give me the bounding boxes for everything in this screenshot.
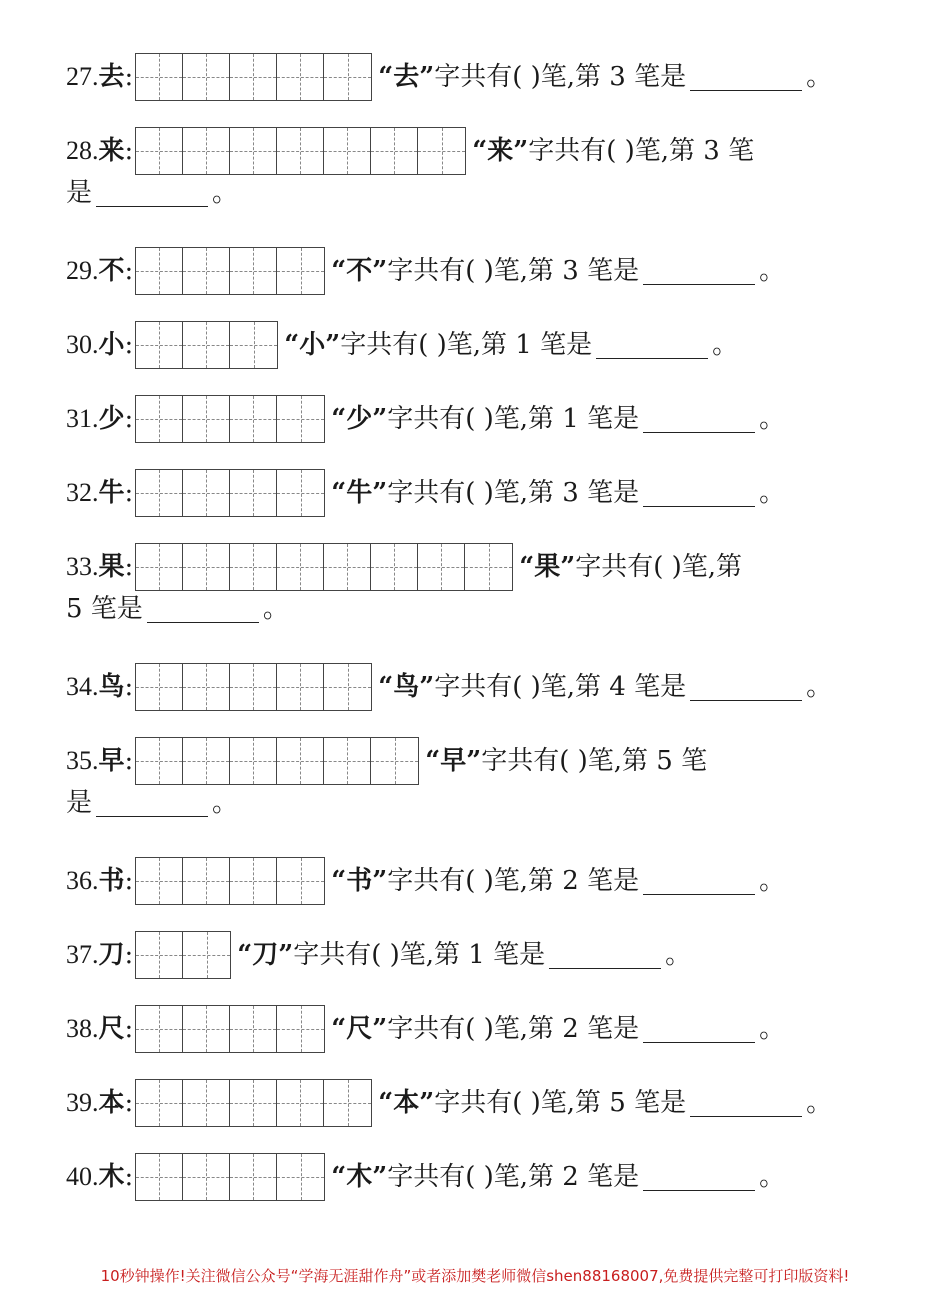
answer-blank[interactable] [643,868,755,895]
question-number: 35. [66,746,99,775]
grid-cell[interactable] [136,1080,183,1126]
question-number: 29. [66,256,99,285]
grid-cell[interactable] [230,248,277,294]
period: 。 [712,330,739,360]
question-8 [66,736,920,820]
grid-cell[interactable] [230,322,277,368]
answer-blank[interactable] [96,790,208,817]
question-9 [66,856,920,906]
grid-cell[interactable] [136,470,183,516]
question-13 [66,1152,920,1202]
period: 。 [759,404,786,434]
question-character: 刀 [98,940,125,970]
grid-cell[interactable] [230,128,277,174]
writing-grid[interactable] [135,737,419,785]
writing-grid[interactable] [135,469,325,517]
grid-cell[interactable] [183,1154,230,1200]
quoted-character: “不” [331,256,388,286]
question-separator: : [124,62,134,92]
grid-cell[interactable] [230,1080,277,1126]
grid-cell[interactable] [277,248,324,294]
grid-cell[interactable] [136,322,183,368]
writing-grid[interactable] [135,127,466,175]
grid-cell[interactable] [277,664,324,710]
question-number: 30. [66,330,99,359]
writing-grid[interactable] [135,321,278,369]
grid-cell[interactable] [136,738,183,784]
grid-cell[interactable] [183,322,230,368]
question-5 [66,468,920,518]
grid-cell[interactable] [230,664,277,710]
grid-cell[interactable] [136,248,183,294]
question-character: 鸟 [98,672,125,702]
grid-cell[interactable] [277,54,324,100]
grid-cell[interactable] [183,396,230,442]
writing-grid[interactable] [135,931,231,979]
grid-cell[interactable] [183,544,230,590]
grid-cell[interactable] [230,1006,277,1052]
question-separator: : [124,1162,134,1192]
question-1 [66,126,920,210]
grid-cell[interactable] [183,128,230,174]
quoted-character: “来” [472,136,529,166]
answer-blank[interactable] [690,1090,802,1117]
grid-cell[interactable] [136,858,183,904]
question-separator: : [124,552,134,582]
answer-blank[interactable] [643,406,755,433]
grid-cell[interactable] [230,738,277,784]
grid-cell[interactable] [277,470,324,516]
grid-cell[interactable] [277,858,324,904]
quoted-character: “鸟” [378,672,435,702]
question-text: 字共有( )笔,第 [575,552,743,582]
grid-cell[interactable] [230,1154,277,1200]
question-text: 字共有( )笔,第 1 笔是 [293,940,546,970]
question-character: 去 [98,62,125,92]
question-character: 早 [98,746,125,776]
grid-cell[interactable] [418,544,465,590]
grid-cell[interactable] [277,128,324,174]
question-3 [66,320,920,370]
grid-cell[interactable] [136,1154,183,1200]
grid-cell[interactable] [230,544,277,590]
quoted-character: “木” [331,1162,388,1192]
quoted-character: “书” [331,866,388,896]
grid-cell[interactable] [277,396,324,442]
grid-cell[interactable] [183,248,230,294]
question-character: 少 [98,404,125,434]
question-character: 不 [98,256,125,286]
grid-cell[interactable] [183,470,230,516]
grid-cell[interactable] [277,738,324,784]
question-2 [66,246,920,296]
grid-cell[interactable] [136,544,183,590]
writing-grid[interactable] [135,857,325,905]
question-separator: : [124,746,134,776]
grid-cell[interactable] [465,544,512,590]
writing-grid[interactable] [135,663,372,711]
question-separator: : [124,672,134,702]
question-separator: : [124,330,134,360]
question-text: 字共有( )笔,第 3 笔是 [434,62,687,92]
answer-blank[interactable] [147,596,259,623]
question-number: 33. [66,552,99,581]
question-7 [66,662,920,712]
grid-cell[interactable] [277,1154,324,1200]
quoted-character: “本” [378,1088,435,1118]
answer-blank[interactable] [690,64,802,91]
question-number: 28. [66,136,99,165]
question-text: 字共有( )笔,第 5 笔是 [434,1088,687,1118]
grid-cell[interactable] [324,664,371,710]
grid-cell[interactable] [183,858,230,904]
writing-grid[interactable] [135,395,325,443]
grid-cell[interactable] [183,54,230,100]
question-text: 字共有( )笔,第 2 笔是 [387,1014,640,1044]
grid-cell[interactable] [277,544,324,590]
grid-cell[interactable] [136,128,183,174]
grid-cell[interactable] [371,128,418,174]
grid-cell[interactable] [230,858,277,904]
question-number: 34. [66,672,99,701]
question-text: 字共有( )笔,第 3 笔是 [387,256,640,286]
question-number: 27. [66,62,99,91]
grid-cell[interactable] [277,1006,324,1052]
question-character: 牛 [98,478,125,508]
answer-blank[interactable] [549,942,661,969]
period: 。 [665,940,692,970]
grid-cell[interactable] [183,664,230,710]
question-separator: : [124,940,134,970]
question-number: 32. [66,478,99,507]
quoted-character: “尺” [331,1014,388,1044]
question-separator: : [124,1014,134,1044]
grid-cell[interactable] [136,396,183,442]
writing-grid[interactable] [135,53,372,101]
grid-cell[interactable] [324,1080,371,1126]
grid-cell[interactable] [136,932,183,978]
answer-blank[interactable] [96,180,208,207]
writing-grid[interactable] [135,1153,325,1201]
grid-cell[interactable] [277,1080,324,1126]
grid-cell[interactable] [183,738,230,784]
grid-cell[interactable] [324,738,371,784]
writing-grid[interactable] [135,1005,325,1053]
grid-cell[interactable] [230,470,277,516]
question-11 [66,1004,920,1054]
period: 。 [759,256,786,286]
question-separator: : [124,136,134,166]
grid-cell[interactable] [324,128,371,174]
quoted-character: “小” [284,330,341,360]
question-character: 书 [98,866,125,896]
answer-blank[interactable] [643,480,755,507]
question-character: 尺 [98,1014,125,1044]
period: 。 [806,672,833,702]
quoted-character: “刀” [237,940,294,970]
grid-cell[interactable] [136,1006,183,1052]
question-character: 果 [98,552,125,582]
period: 。 [262,594,289,624]
question-4 [66,394,920,444]
continuation-text: 是 [66,178,93,208]
period: 。 [806,62,833,92]
quoted-character: “去” [378,62,435,92]
question-number: 36. [66,866,99,895]
quoted-character: “早” [425,746,482,776]
footer-promo: 10秒钟操作!关注微信公众号“学海无涯甜作舟”或者添加樊老师微信shen88168007,免费提供完整可打印版资料! [100,1267,850,1285]
question-character: 木 [98,1162,125,1192]
question-character: 小 [98,330,125,360]
question-character: 来 [98,136,125,166]
question-number: 31. [66,404,99,433]
period: 。 [759,1162,786,1192]
grid-cell[interactable] [136,54,183,100]
grid-cell[interactable] [418,128,465,174]
continuation-text: 5 笔是 [66,594,143,624]
grid-cell[interactable] [324,54,371,100]
period: 。 [759,866,786,896]
question-number: 39. [66,1088,99,1117]
question-text: 字共有( )笔,第 3 笔 [528,136,755,166]
question-text: 字共有( )笔,第 5 笔 [481,746,708,776]
period: 。 [759,1014,786,1044]
question-number: 37. [66,940,99,969]
answer-blank[interactable] [690,674,802,701]
writing-grid[interactable] [135,1079,372,1127]
writing-grid[interactable] [135,543,513,591]
quoted-character: “少” [331,404,388,434]
quoted-character: “牛” [331,478,388,508]
question-number: 40. [66,1162,99,1191]
question-text: 字共有( )笔,第 2 笔是 [387,866,640,896]
question-number: 38. [66,1014,99,1043]
quoted-character: “果” [519,552,576,582]
period: 。 [212,178,239,208]
grid-cell[interactable] [230,54,277,100]
writing-grid[interactable] [135,247,325,295]
period: 。 [806,1088,833,1118]
grid-cell[interactable] [230,396,277,442]
question-separator: : [124,404,134,434]
answer-blank[interactable] [643,1016,755,1043]
grid-cell[interactable] [136,664,183,710]
period: 。 [212,788,239,818]
grid-cell[interactable] [183,1080,230,1126]
question-character: 本 [98,1088,125,1118]
question-text: 字共有( )笔,第 4 笔是 [434,672,687,702]
grid-cell[interactable] [183,1006,230,1052]
question-separator: : [124,866,134,896]
question-separator: : [124,256,134,286]
question-separator: : [124,1088,134,1118]
period: 。 [759,478,786,508]
grid-cell[interactable] [371,738,418,784]
question-6 [66,542,920,626]
answer-blank[interactable] [643,1164,755,1191]
answer-blank[interactable] [596,332,708,359]
question-separator: : [124,478,134,508]
question-10 [66,930,920,980]
question-text: 字共有( )笔,第 1 笔是 [340,330,593,360]
answer-blank[interactable] [643,258,755,285]
grid-cell[interactable] [371,544,418,590]
grid-cell[interactable] [324,544,371,590]
question-text: 字共有( )笔,第 2 笔是 [387,1162,640,1192]
question-text: 字共有( )笔,第 3 笔是 [387,478,640,508]
question-text: 字共有( )笔,第 1 笔是 [387,404,640,434]
question-0 [66,52,920,102]
question-12 [66,1078,920,1128]
continuation-text: 是 [66,788,93,818]
grid-cell[interactable] [183,932,230,978]
